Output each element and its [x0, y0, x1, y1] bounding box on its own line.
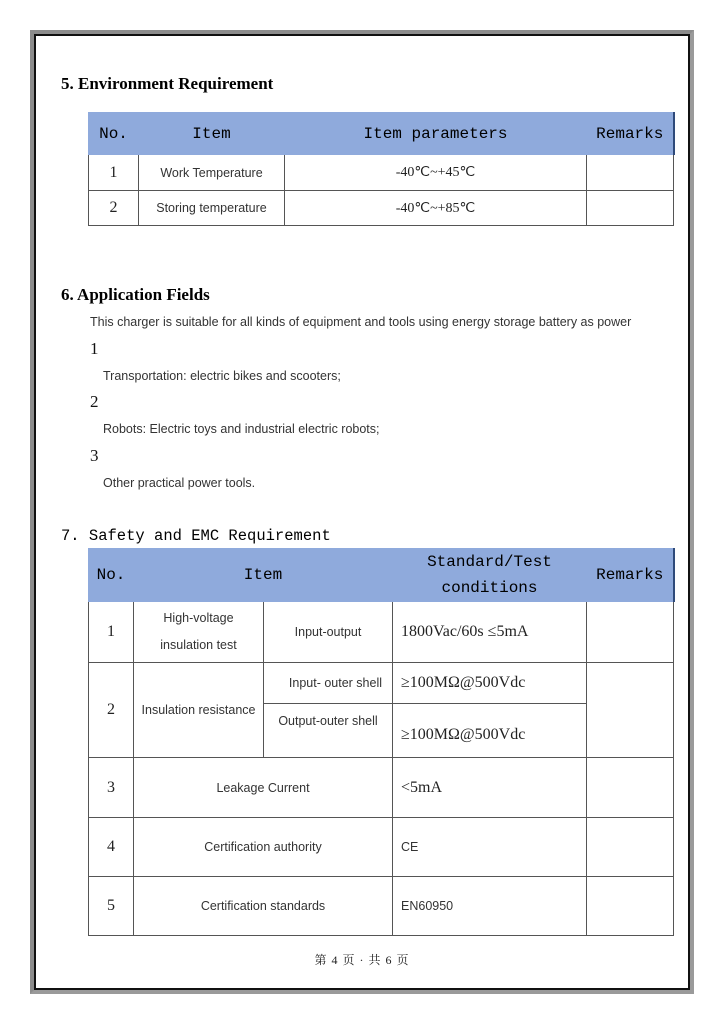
table-row: [89, 877, 674, 936]
row-remarks: [587, 155, 674, 191]
list-item-number: 3: [90, 446, 99, 465]
table-row: [89, 663, 674, 704]
row-remarks: [587, 818, 674, 877]
list-item: Transportation: electric bikes and scooters;: [103, 369, 341, 383]
row-no: 2: [89, 191, 139, 226]
section-6-heading: 6. Application Fields: [61, 285, 210, 304]
row-remarks: [587, 758, 674, 818]
table-header-row: [89, 549, 674, 602]
table-header-row: [89, 113, 674, 155]
row-no: 2: [89, 663, 134, 758]
table-row: [89, 758, 674, 818]
application-intro: This charger is suitable for all kinds of equipment and tools using energy storage battery as power: [90, 315, 632, 329]
row-no: 3: [89, 758, 134, 818]
row-item: Storing temperature: [139, 191, 285, 226]
row-standard: ≥100MΩ@500Vdc: [393, 663, 587, 704]
row-item: Certification standards: [134, 877, 393, 936]
page-number-footer: 第 4 页 · 共 6 页: [314, 953, 410, 967]
section-5-heading: 5. Environment Requirement: [61, 74, 274, 93]
list-item: Other practical power tools.: [103, 476, 256, 490]
row-remarks: [587, 877, 674, 936]
row-standard: ≥100MΩ@500Vdc: [393, 704, 587, 758]
row-subitem: Output-outer shell: [264, 704, 393, 758]
section-7-heading: 7. Safety and EMC Requirement: [61, 527, 331, 545]
row-item: Insulation resistance: [134, 663, 264, 758]
row-no: 1: [89, 155, 139, 191]
safety-emc-table: [88, 548, 675, 936]
col-header-no: No.: [89, 549, 134, 602]
col-header-no: No.: [89, 113, 139, 155]
row-param: -40℃~+85℃: [285, 191, 587, 226]
environment-table: [88, 112, 675, 226]
row-item: High-voltage insulation test: [134, 602, 264, 663]
table-row: [89, 602, 674, 663]
row-remarks: [587, 663, 674, 758]
row-no: 5: [89, 877, 134, 936]
row-no: 4: [89, 818, 134, 877]
col-header-remarks: Remarks: [587, 549, 674, 602]
table-row: [89, 191, 674, 226]
row-no: 1: [89, 602, 134, 663]
row-subitem: Input- outer shell: [264, 663, 393, 704]
row-remarks: [587, 191, 674, 226]
col-header-item: Item: [134, 549, 393, 602]
row-standard: CE: [393, 818, 587, 877]
list-item: Robots: Electric toys and industrial electric robots;: [103, 422, 380, 436]
list-item-number: 2: [90, 392, 99, 411]
col-header-remarks: Remarks: [587, 113, 674, 155]
col-header-item: Item: [139, 113, 285, 155]
row-item: Certification authority: [134, 818, 393, 877]
col-header-parameters: Item parameters: [285, 113, 587, 155]
row-param: -40℃~+45℃: [285, 155, 587, 191]
row-standard: EN60950: [393, 877, 587, 936]
col-header-standard: Standard/Test conditions: [393, 549, 587, 602]
row-item: Leakage Current: [134, 758, 393, 818]
row-item: Work Temperature: [139, 155, 285, 191]
table-row: [89, 818, 674, 877]
row-subitem: Input-output: [264, 602, 393, 663]
row-standard: 1800Vac/60s ≤5mA: [393, 602, 587, 663]
row-standard: <5mA: [393, 758, 587, 818]
table-row: [89, 155, 674, 191]
list-item-number: 1: [90, 339, 99, 358]
row-remarks: [587, 602, 674, 663]
